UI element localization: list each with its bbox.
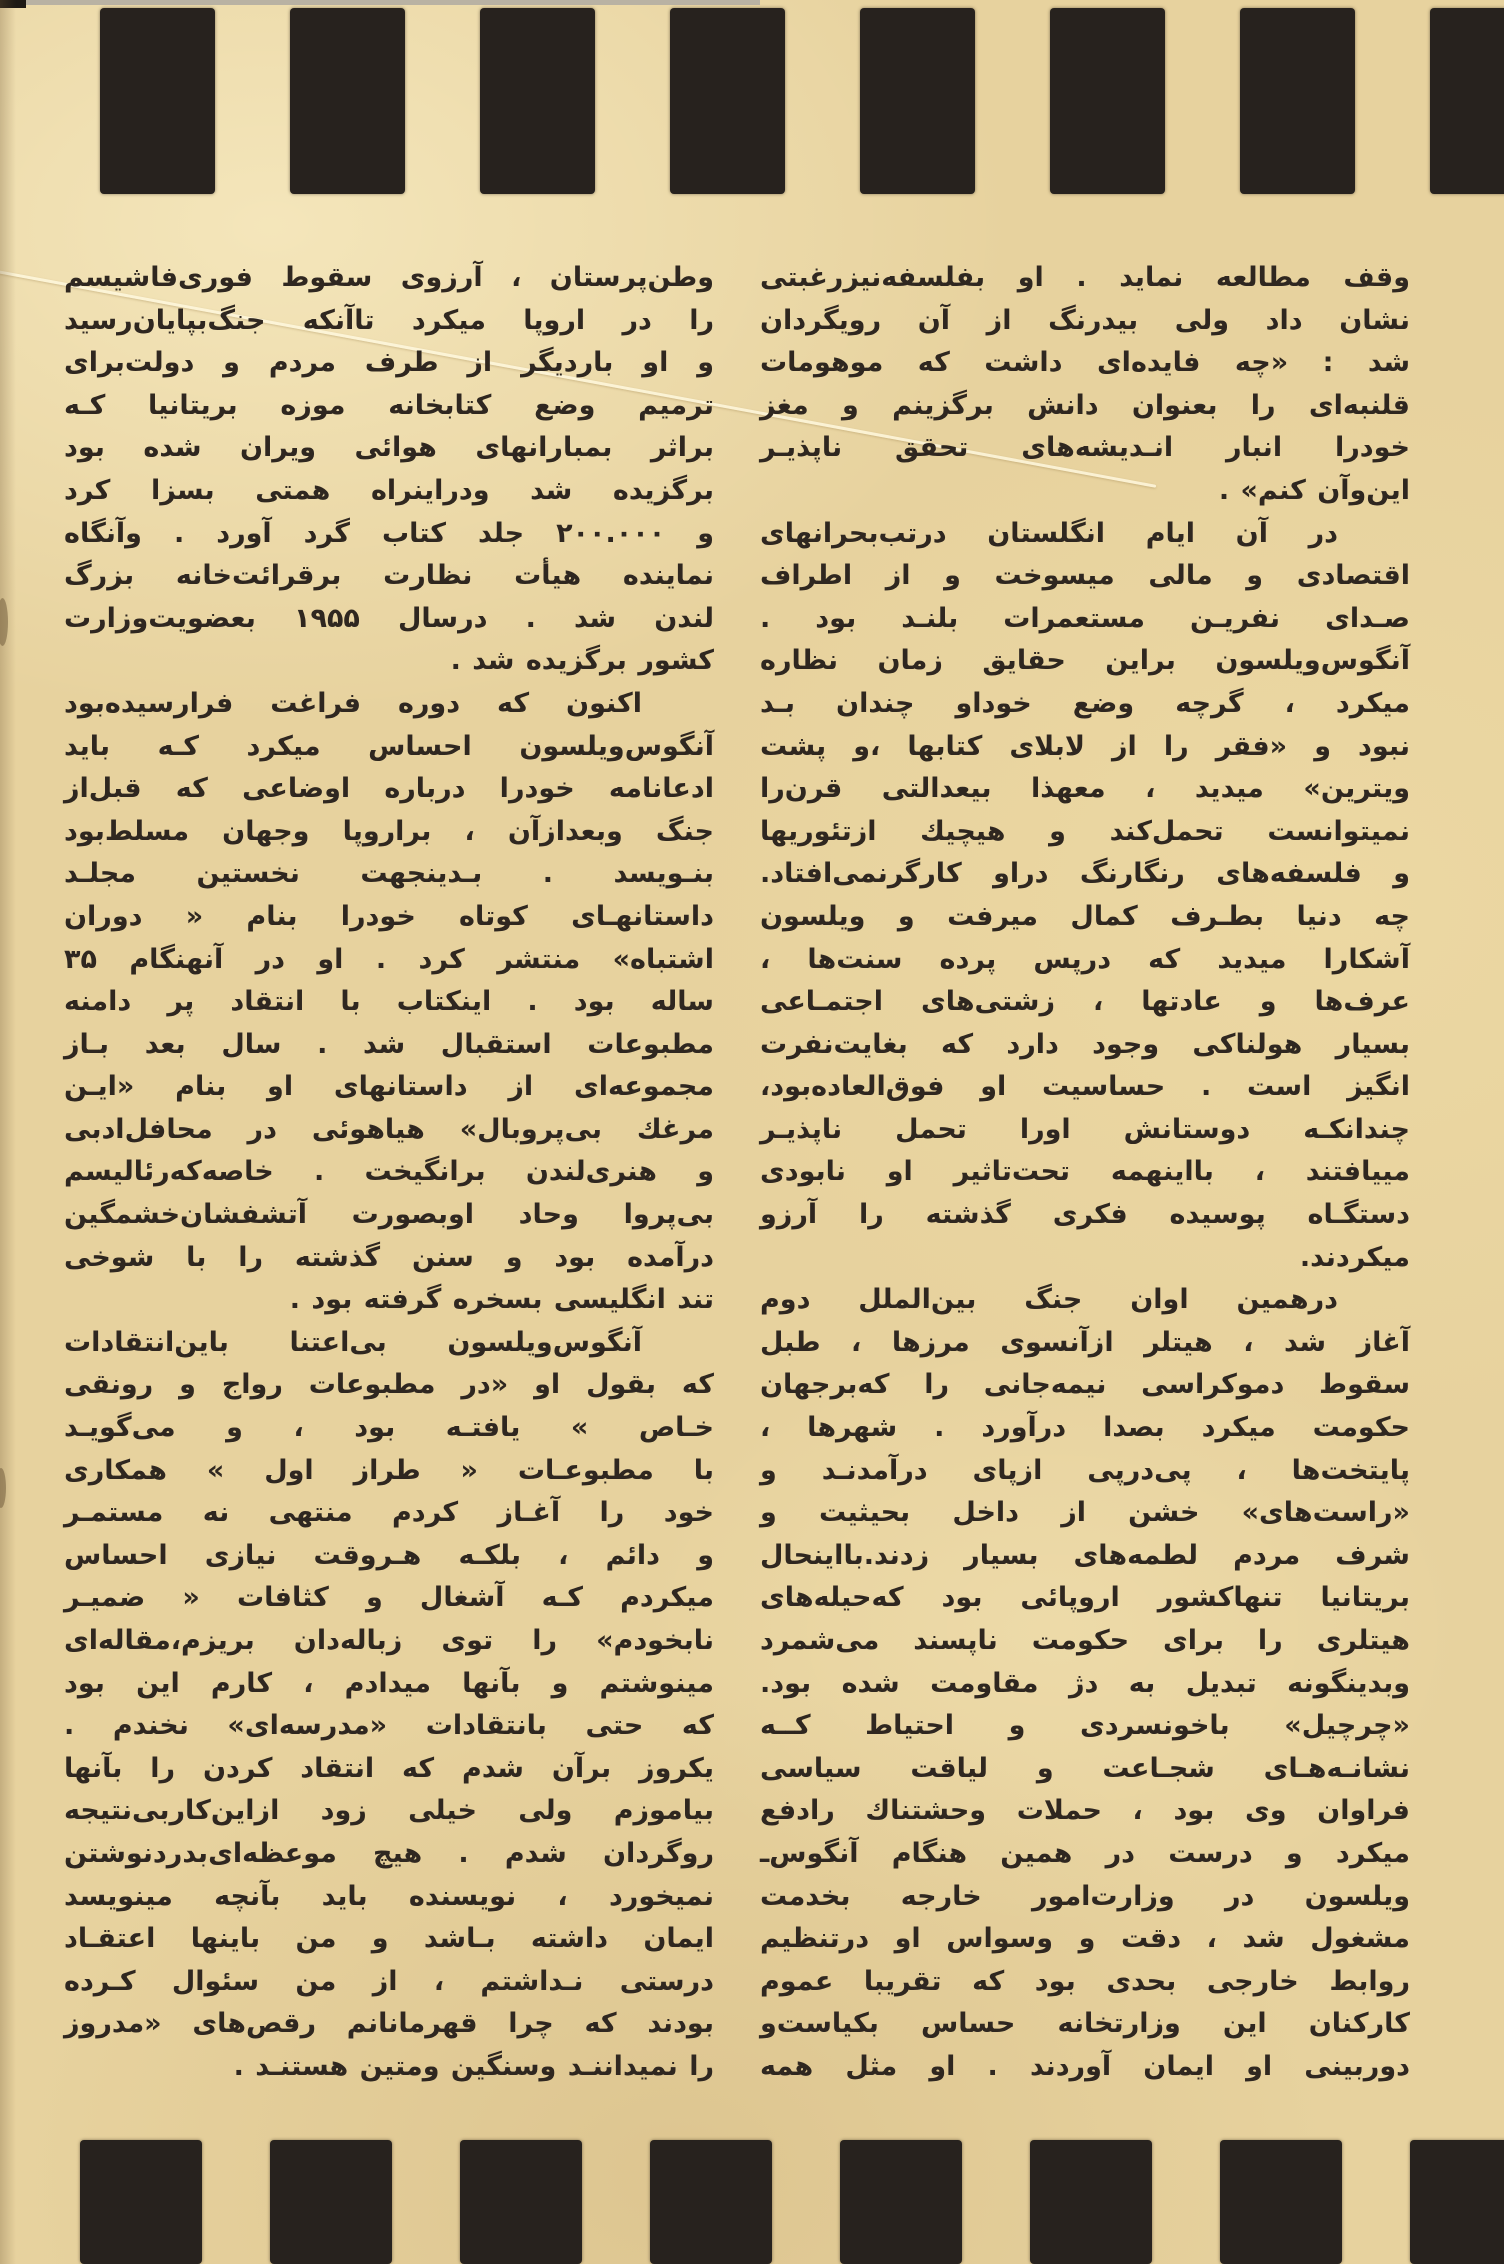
text-line: سقوط دموکراسی نیمه‌جانی را که‌برجهان — [760, 1369, 1410, 1401]
text-line: روگردان شدم . هیچ موعظه‌ای‌بدردنوشتن — [64, 1837, 714, 1869]
film-strip-bar — [1050, 8, 1165, 194]
text-line: خودرا انبار انـدیشه‌های تحقق ناپذیـر — [760, 432, 1410, 464]
text-line: اقتصادی و مالی میسوخت و از اطراف — [760, 560, 1410, 592]
text-line: و او باردیگر از طرف مردم و دولت‌برای — [64, 347, 714, 379]
text-line: «راست‌های» خشن از داخل بحیثیت و — [760, 1497, 1410, 1529]
film-strip-bar — [270, 2140, 392, 2264]
text-line: ویترین» میدید ، معهذا بیعدالتی قرن‌را — [760, 773, 1410, 805]
text-line: نشانـه‌هـای شجـاعت و لیاقت سیاسی — [760, 1752, 1410, 1784]
text-line: میکرد و درست در همین هنگام آنگوس‌ـ — [760, 1837, 1410, 1869]
text-line: تند انگلیسی بسخره گرفته بود . — [289, 1284, 714, 1316]
text-line: میکردند. — [1299, 1241, 1410, 1273]
text-line: بی‌پروا وحاد اوبصورت آتشفشان‌خشمگین — [64, 1199, 714, 1231]
text-line: و هنری‌لندن برانگیخت . خاصه‌که‌رئالیسم — [64, 1156, 714, 1188]
film-strip-bar — [80, 2140, 202, 2264]
text-line: ایمان داشته بـاشد و من باینها اعتقـاد — [64, 1923, 714, 1955]
text-line: هیتلری را برای حکومت ناپسند می‌شمرد — [760, 1625, 1410, 1656]
text-line: مرغك بی‌پروبال» هیاهوئی در محافل‌ادبی — [64, 1113, 714, 1145]
text-line: نمیتوانست تحمل‌کند و هیچیك ازتئوریها — [760, 815, 1410, 847]
film-strip-bar — [480, 8, 595, 194]
text-line: مطبوعات استقبال شد . سال بعد بـاز — [64, 1028, 714, 1060]
film-strip-bar — [1430, 8, 1504, 194]
film-strip-bottom — [0, 2140, 1504, 2264]
text-line: اشتباه» منتشر کرد . او در آنهنگام ۳۵ — [64, 943, 714, 975]
text-line: میکردم کـه آشغال و کثافات « ضمیـر — [64, 1582, 714, 1614]
text-line: کشور برگزیده شد . — [450, 645, 714, 677]
text-line: ساله بود . اینکتاب با انتقاد پر دامنه — [64, 986, 714, 1018]
film-strip-bar — [1030, 2140, 1152, 2264]
text-line: درستی نـداشتم ، از من سئوال کـرده — [64, 1965, 714, 1997]
text-line: با مطبوعـات « طراز اول » همکاری — [64, 1454, 714, 1486]
text-line: نشان داد ولی بیدرنگ از آن رویگردان — [760, 304, 1410, 336]
text-line: آنگوس‌ویلسون بی‌اعتنا باین‌انتقادات — [64, 1326, 642, 1358]
film-strip-bar — [1240, 8, 1355, 194]
text-line: که حتی بانتقادات «مدرسه‌ای» نخندم . — [64, 1710, 714, 1742]
text-line: آنگوس‌ویلسون براین حقایق زمان نظاره — [760, 645, 1410, 677]
text-line: نماینده هیأت نظارت برقرائت‌خانه بزرگ — [64, 560, 714, 592]
text-line: مینوشتم و بآنها میدادم ، کارم این بود — [64, 1667, 714, 1699]
text-line: درآمده بود و سنن گذشته را با شوخی — [64, 1241, 714, 1273]
text-line: «چرچیل» باخونسردی و احتیاط کــه — [760, 1710, 1410, 1742]
film-strip-bar — [460, 2140, 582, 2264]
text-line: وطن‌پرستان ، آرزوی سقوط فوری‌فاشیسم — [64, 262, 714, 293]
text-line: ادعانامه خودرا درباره اوضاعی که قبل‌از — [64, 773, 714, 805]
text-line: آغاز شد ، هیتلر ازآنسوی مرزها ، طبل — [760, 1326, 1410, 1358]
text-line: را نمیداننـد وسنگین ومتین هستنـد . — [233, 2050, 714, 2082]
film-strip-bar — [650, 2140, 772, 2264]
text-column-right — [760, 257, 1410, 2089]
text-line: عرف‌ها و عادتها ، زشتی‌های اجتمـاعی — [760, 986, 1410, 1018]
text-line: شد : «چه فایده‌ای داشت که موهومات — [760, 347, 1410, 379]
text-line: بریتانیا تنهاکشور اروپائی بود که‌حیله‌های — [760, 1582, 1410, 1614]
text-line: و ۲۰۰.۰۰۰ جلد کتاب گرد آورد . وآنگاه — [64, 517, 714, 549]
film-strip-bar — [100, 8, 215, 194]
text-line: انگیز است . حساسیت او فوق‌العاده‌بود، — [760, 1071, 1410, 1103]
text-line: نمیخورد ، نویسنده باید بآنچه مینویسد — [64, 1880, 714, 1912]
text-line: خـاص » یافتـه بود ، و می‌گویـد — [64, 1412, 714, 1444]
text-line: دستگـاه پوسیده فکری گذشته را آرزو — [760, 1199, 1410, 1231]
text-line: جنگ وبعدازآن ، براروپا وجهان مسلط‌بود — [64, 815, 714, 847]
text-line: میکرد ، گرچه وضع خوداو چندان بـد — [760, 687, 1410, 719]
text-line: درهمین اوان جنگ بین‌الملل دوم — [760, 1284, 1338, 1316]
text-line: ویلسون در وزارت‌امور خارجه بخدمت — [760, 1880, 1410, 1912]
text-line: پایتخت‌ها ، پی‌درپی ازپای درآمدنـد و — [760, 1454, 1410, 1486]
film-strip-top — [0, 8, 1504, 194]
text-line: یکروز برآن شدم که انتقاد کردن را بآنها — [64, 1752, 714, 1784]
text-line: وقف مطالعه نماید . او بفلسفه‌نیزرغبتی — [760, 262, 1410, 293]
text-line: نبود و «فقر را از لابلای کتابها ،و پشت — [760, 730, 1410, 762]
film-strip-bar — [1410, 2140, 1504, 2264]
text-line: شرف مردم لطمه‌های بسیار زدند.بااینحال — [760, 1539, 1410, 1571]
text-line: مییافتند ، بااینهمه تحت‌تاثیر او نابودی — [760, 1156, 1410, 1188]
text-line: چه دنیا بطـرف کمال میرفت و ویلسون — [760, 900, 1410, 932]
text-line: چندانکـه دوستانش اورا تحمل ناپذیـر — [760, 1113, 1410, 1145]
text-line: اکنون که دوره فراغت فرارسیده‌بود — [64, 687, 642, 719]
text-line: بودند که چرا قهرمانانم رقص‌های «مدروز — [64, 2008, 714, 2040]
text-line: وبدینگونه تبدیل به دژ مقاومت شده بود. — [760, 1667, 1410, 1699]
text-line: صـدای نفریـن مستعمرات بلنـد بود . — [760, 602, 1410, 634]
text-line: بنـویسد . بـدینجهت نخستین مجلـد — [64, 858, 714, 890]
text-line: کارکنان این وزارتخانه حساس بکیاست‌و — [760, 2008, 1410, 2040]
text-line: آشکارا میدید که درپس پرده سنت‌ها ، — [760, 943, 1410, 975]
text-line: ترمیم وضع کتابخانه موزه بریتانیا کـه — [64, 389, 714, 421]
text-line: این‌وآن کنم» . — [1218, 474, 1410, 506]
text-line: مشغول شد ، دقت و وسواس او درتنظیم — [760, 1923, 1410, 1955]
text-line: دوربینی او ایمان آوردند . او مثل همه — [760, 2050, 1410, 2082]
film-strip-bar — [840, 2140, 962, 2264]
text-line: بیاموزم ولی خیلی زود ازاین‌کاربی‌نتیجه — [64, 1795, 714, 1827]
text-line: روابط خارجی بحدی بود که تقریبا عموم — [760, 1965, 1410, 1997]
text-line: در آن ایام انگلستان درتب‌بحرانهای — [760, 517, 1338, 549]
text-line: را در اروپا میکرد تاآنکه جنگ‌بپایان‌رسید — [64, 304, 714, 336]
text-line: و فلسفه‌های رنگارنگ دراو کارگرنمی‌افتاد. — [760, 858, 1410, 890]
text-line: بسیار هولناکی وجود دارد که بغایت‌نفرت — [760, 1028, 1410, 1060]
text-line: خود را آغـاز کردم منتهی نه مستمـر — [64, 1497, 714, 1529]
text-line: قلنبه‌ای را بعنوان دانش برگزینم و مغز — [760, 389, 1410, 421]
film-strip-bar — [860, 8, 975, 194]
film-strip-bar — [290, 8, 405, 194]
text-line: که بقول او «در مطبوعات رواج و رونقی — [64, 1369, 714, 1401]
text-line: داستانهـای کوتاه خودرا بنام « دوران — [64, 900, 714, 932]
scan-edge-strip — [0, 0, 760, 5]
scan-edge-shadow — [0, 0, 16, 2264]
text-line: فراوان وی بود ، حملات وحشتناك رادفع — [760, 1795, 1410, 1827]
text-line: لندن شد . درسال ۱۹۵۵ بعضویت‌وزارت — [64, 602, 714, 634]
text-line: برگزیده شد ودراینراه همتی بسزا کرد — [64, 474, 714, 506]
text-line: آنگوس‌ویلسون احساس میکرد کـه باید — [64, 730, 714, 762]
text-line: و دائم ، بلکـه هـروقت نیازی احساس — [64, 1539, 714, 1571]
text-column-left — [64, 257, 714, 2089]
text-line: حکومت میکرد بصدا درآورد . شهرها ، — [760, 1412, 1410, 1444]
film-strip-bar — [670, 8, 785, 194]
film-strip-bar — [1220, 2140, 1342, 2264]
text-line: براثر بمبارانهای هوائی ویران شده بود — [64, 432, 714, 464]
text-line: نابخودم» را توی زباله‌دان بریزم،مقاله‌ای — [64, 1625, 714, 1656]
text-line: مجموعه‌ای از داستانهای او بنام «ایـن — [64, 1071, 714, 1103]
